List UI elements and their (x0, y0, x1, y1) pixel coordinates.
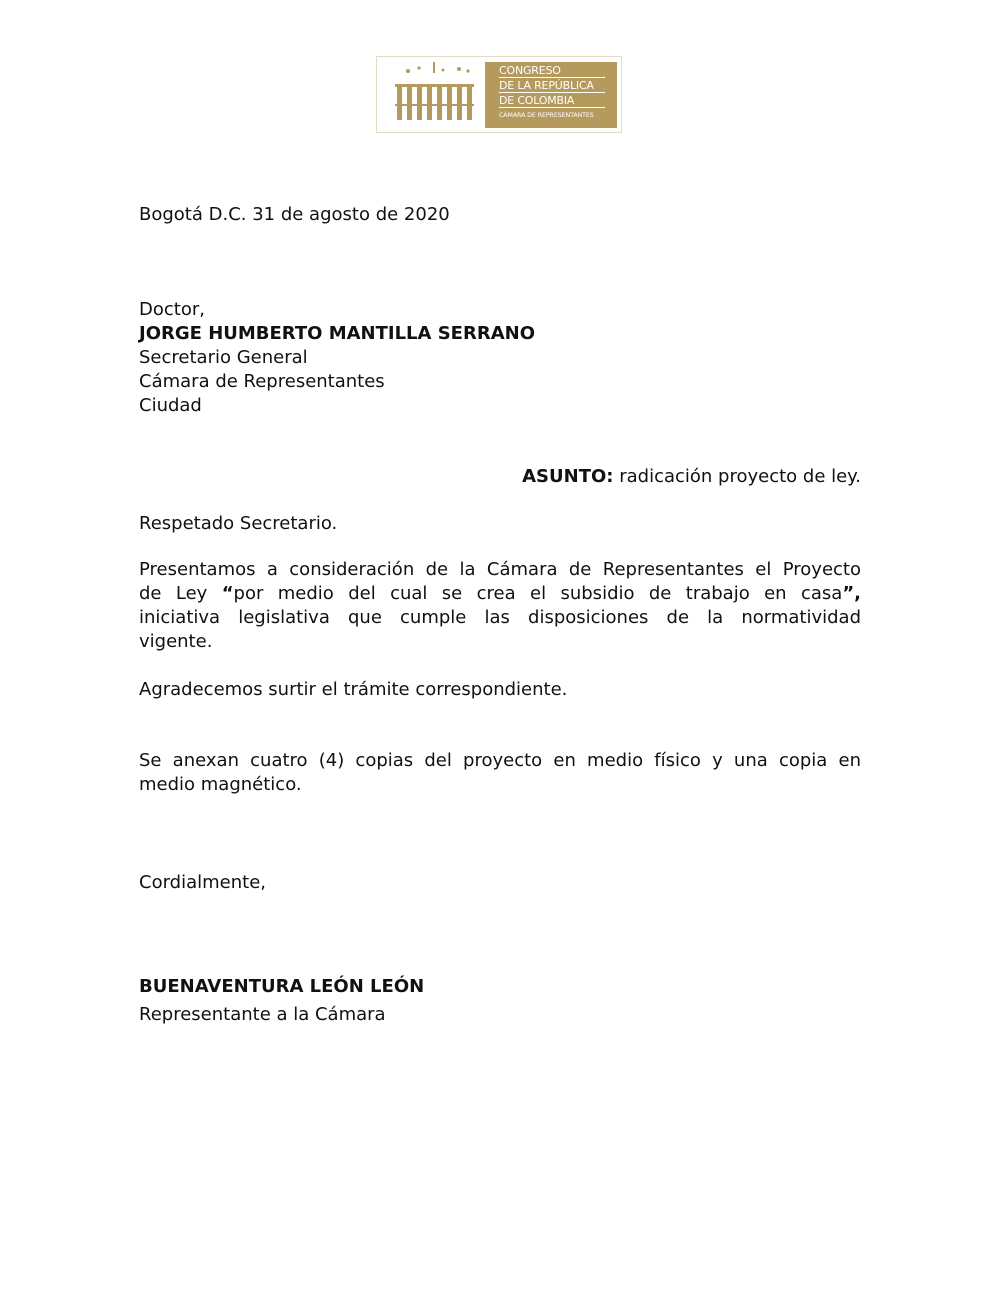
logo-text-line: CONGRESO (499, 64, 561, 77)
quote-close: ”, (842, 583, 861, 604)
body-paragraph-line (139, 582, 861, 606)
signer-title: Representante a la Cámara (139, 1004, 386, 1025)
request-paragraph: Agradecemos surtir el trámite correspondiente. (139, 679, 568, 700)
attachment-paragraph-line: Se anexan cuatro (4) copias del proyecto en medio físico y una copia en (139, 750, 861, 771)
salutation: Doctor, (139, 299, 205, 320)
law-title: por medio del cual se crea el subsidio de trabajo en casa (233, 583, 843, 604)
signer-name: BUENAVENTURA LEÓN LEÓN (139, 976, 425, 997)
logo-divider (499, 77, 605, 78)
recipient-name: JORGE HUMBERTO MANTILLA SERRANO (139, 323, 535, 344)
logo-text-line: DE LA REPÚBLICA (499, 79, 594, 92)
attachment-paragraph-line: medio magnético. (139, 774, 302, 795)
logo-subtitle: CÁMARA DE REPRESENTANTES (499, 112, 594, 119)
closing: Cordialmente, (139, 872, 266, 893)
body-paragraph-line: Presentamos a consideración de la Cámara de Representantes el Proyecto (139, 559, 861, 580)
logo-text-panel (485, 62, 617, 128)
letter-date: Bogotá D.C. 31 de agosto de 2020 (139, 204, 450, 225)
quote-open: “ (221, 583, 234, 604)
law-prefix: de Ley (139, 583, 222, 604)
subject-text: radicación proyecto de ley. (613, 466, 861, 487)
recipient-organization: Cámara de Representantes (139, 371, 385, 392)
body-paragraph-line: vigente. (139, 631, 213, 652)
capitol-building-icon (377, 57, 485, 132)
subject-label: ASUNTO: (522, 466, 614, 487)
greeting: Respetado Secretario. (139, 513, 338, 534)
logo-divider (499, 107, 605, 108)
subject-line (522, 465, 861, 489)
logo-divider (499, 92, 605, 93)
logo-text-line: DE COLOMBIA (499, 94, 575, 107)
recipient-title: Secretario General (139, 347, 308, 368)
recipient-city: Ciudad (139, 395, 202, 416)
congress-logo (376, 56, 622, 133)
body-paragraph-line: iniciativa legislativa que cumple las disposiciones de la normatividad (139, 607, 861, 628)
